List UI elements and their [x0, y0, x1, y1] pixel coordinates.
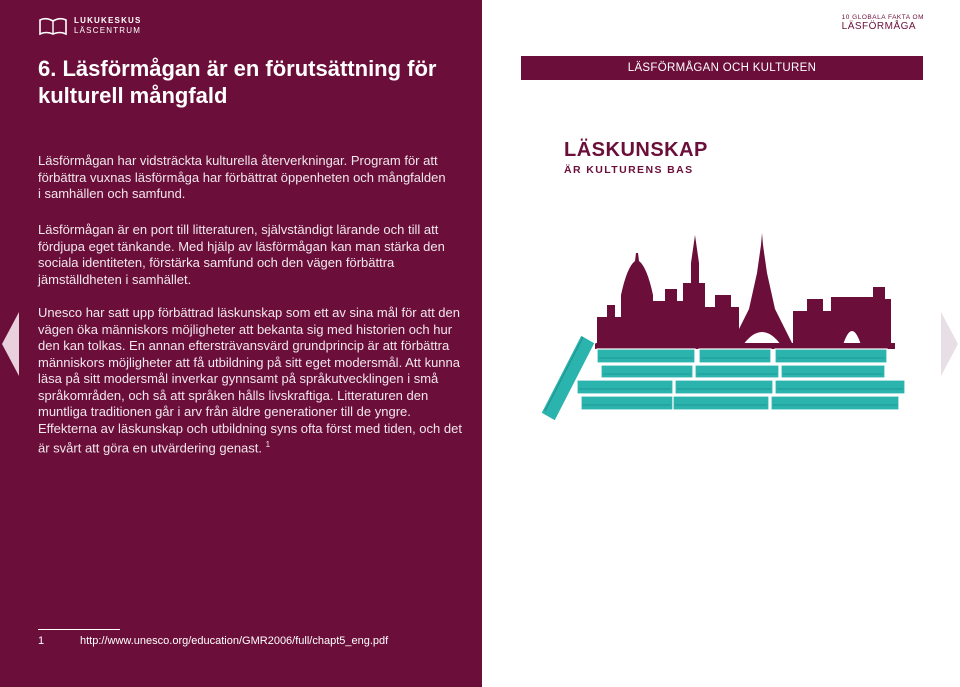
logo: [38, 16, 142, 36]
next-page-arrow-icon[interactable]: [941, 312, 958, 376]
logo-line-1: LUKUKESKUS: [74, 16, 142, 25]
paragraph-1: Läsförmågan har vidsträckta kulturella återverkningar. Program för att förbättra vuxnas läsförmåga har förbättrat öppenheten och mångfalden i samhällen och samfund.: [38, 153, 446, 201]
section-banner: LÄSFÖRMÅGAN OCH KULTUREN: [521, 56, 923, 80]
paragraph-3: [38, 305, 464, 457]
open-book-icon: [38, 16, 68, 36]
logo-line-2: LÄSCENTRUM: [74, 26, 142, 35]
footnote-link[interactable]: http://www.unesco.org/education/GMR2006/full/chapt5_eng.pdf: [80, 635, 389, 647]
infographic-title: LÄSKUNSKAP: [564, 139, 708, 161]
footnote-number: 1: [38, 635, 45, 647]
paragraph-2: Läsförmågan är en port till litteraturen, självständigt lärande och till att fördjupa eget tänkande. Med hjälp av läsförmågan kan man stärka den sociala identiteten, förstärka samfund och den vägen förbättra jämställdheten i samhället.: [38, 222, 445, 287]
paragraph-3-text: Unesco har satt upp förbättrad läskunskap som ett av sina mål för att den vägen öka människors möjligheter att bekanta sig med historien och hur den kan tolkas. En annan eftersträvansvärd grundprincip är att förbättra människors möjligheter att få utbildning på sitt eget modersmål. Att kunna läsa på sitt modersmål inverkar gynnsamt på språkutvecklingen i små språkområden, och så att språken hålls livskraftiga. Litteraturen den muntliga traditionen går i arv från äldre generationer till de yngre. Effekterna av läskunskap och utbildning syns ofta först med tiden, och det är svårt att göra en utvärdering genast.: [38, 305, 462, 456]
publication-label-big: LÄSFÖRMÅGA: [841, 21, 917, 32]
city-skyline-on-books-illustration: [535, 225, 915, 425]
footnote-divider: [38, 629, 120, 630]
publication-label: [842, 14, 924, 32]
publication-label-small: 10 GLOBALA FAKTA OM: [841, 14, 924, 21]
footnote: [38, 635, 388, 647]
previous-page-arrow-icon[interactable]: [2, 312, 19, 376]
page-title: 6. Läsförmågan är en förutsättning för kulturell mångfald: [38, 56, 437, 108]
footnote-ref: 1: [265, 440, 271, 449]
city-skyline: [595, 233, 895, 349]
infographic-subtitle: ÄR KULTURENS BAS: [564, 164, 694, 176]
